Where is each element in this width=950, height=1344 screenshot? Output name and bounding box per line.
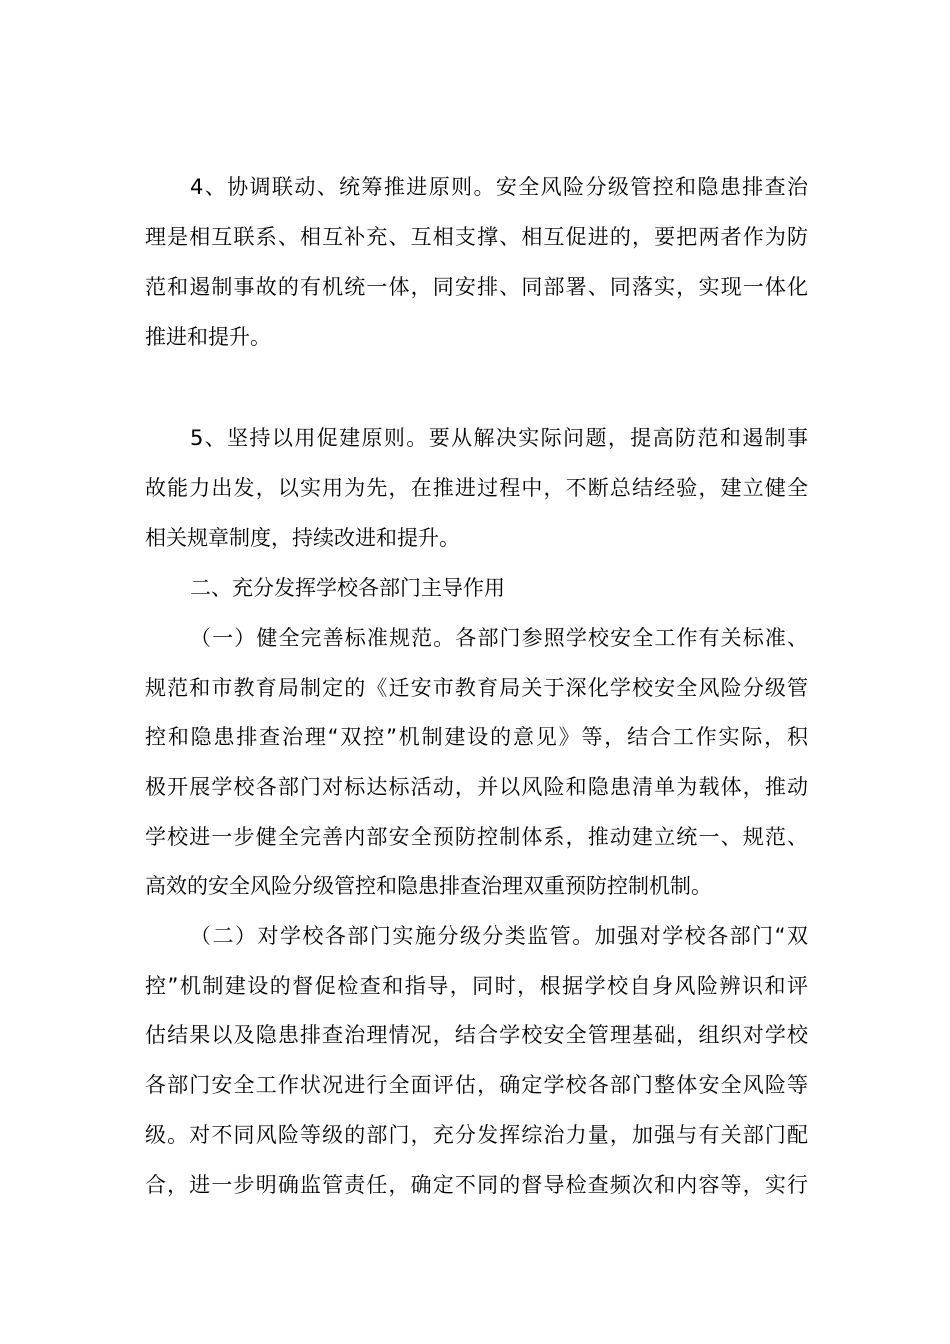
text-line: 各部门安全工作状况进行全面评估，确定学校各部门整体安全风险等: [145, 1073, 808, 1097]
text-line: 控和隐患排查治理“双控”机制建设的意见》等，结合工作实际，积: [145, 725, 808, 749]
text-line: 学校进一步健全完善内部安全预防控制体系，推动建立统一、规范、: [145, 825, 808, 849]
text-line: 规范和市教育局制定的《迁安市教育局关于深化学校安全风险分级管: [145, 676, 808, 700]
text-line: 4、协调联动、统筹推进原则。安全风险分级管控和隐患排查治: [190, 175, 808, 199]
heading-text: 二、充分发挥学校各部门主导作用: [190, 576, 505, 600]
text-line: 控”机制建设的督促检查和指导，同时，根据学校自身风险辨识和评: [145, 974, 808, 998]
text-line: 高效的安全风险分级管控和隐患排查治理双重预防控制机制。: [145, 874, 712, 898]
text-line: （二）对学校各部门实施分级分类监管。加强对学校各部门“双: [190, 924, 808, 948]
text-line: 相关规章制度，持续改进和提升。: [145, 526, 460, 550]
text-line: 估结果以及隐患排查治理情况，结合学校安全管理基础，组织对学校: [145, 1023, 808, 1047]
text-line: 故能力出发，以实用为先，在推进过程中，不断总结经验，建立健全: [145, 476, 808, 500]
text-line: （一）健全完善标准规范。各部门参照学校安全工作有关标准、: [190, 626, 808, 650]
text-line: 极开展学校各部门对标达标活动，并以风险和隐患清单为载体，推动: [145, 775, 808, 799]
text-line: 推进和提升。: [145, 325, 271, 349]
text-line: 范和遏制事故的有机统一体，同安排、同部署、同落实，实现一体化: [145, 275, 808, 299]
text-line: 级。对不同风险等级的部门，充分发挥综治力量，加强与有关部门配: [145, 1123, 808, 1147]
text-line: 理是相互联系、相互补充、互相支撑、相互促进的，要把两者作为防: [145, 225, 808, 249]
text-line: 合，进一步明确监管责任，确定不同的督导检查频次和内容等，实行: [145, 1173, 808, 1197]
text-line: 5、坚持以用促建原则。要从解决实际问题，提高防范和遏制事: [190, 426, 808, 450]
